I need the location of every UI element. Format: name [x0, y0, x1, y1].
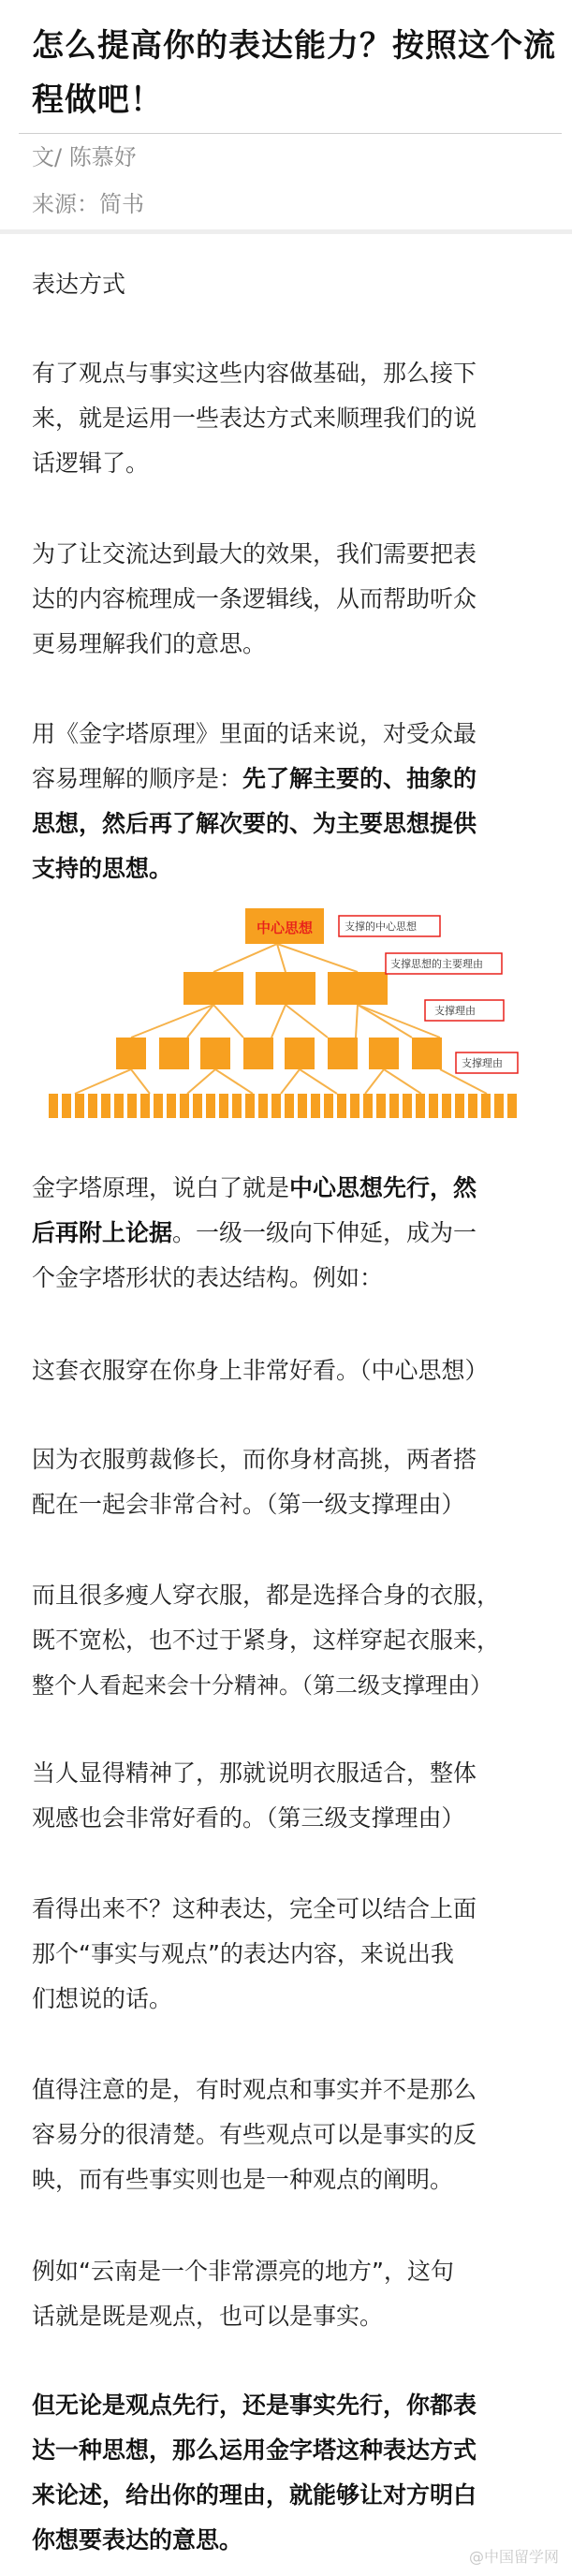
- paragraph: [32, 712, 556, 891]
- article-title: [32, 19, 556, 127]
- text-run: 。一级一级向下伸延，成为一: [172, 1219, 477, 1246]
- bold-text: 中心思想先行，然: [289, 1174, 477, 1201]
- text-line: 这套衣服穿在你身上非常好看。（中心思想）: [32, 1357, 489, 1384]
- source-line: 来源：简书: [32, 191, 144, 217]
- section-heading: 表达方式: [32, 271, 126, 298]
- text-line: 因为衣服剪裁修长，而你身材高挑，两者搭: [32, 1446, 477, 1473]
- pyramid-level3-box: [328, 1038, 358, 1069]
- pyramid-diagram: [0, 908, 572, 1133]
- callout-label: 支撑理由: [434, 1005, 476, 1017]
- bold-text: 支持的思想。: [32, 855, 173, 882]
- text-line: 而且很多瘦人穿衣服，都是选择合身的衣服，: [32, 1582, 501, 1609]
- text-line: 映，而有些事实则也是一种观点的阐明。: [32, 2166, 454, 2193]
- text-line: 观感也会非常好看的。（第三级支撑理由）: [32, 1804, 465, 1832]
- paragraph: [32, 351, 556, 486]
- text-line: 为了让交流达到最大的效果，我们需要把表: [32, 540, 477, 567]
- text-line: [32, 1211, 556, 1256]
- text-line: [32, 757, 556, 802]
- watermark: @中国留学网: [468, 2548, 559, 2566]
- text-line: [32, 2383, 556, 2428]
- text-line: [32, 846, 556, 891]
- text-line: [32, 1166, 556, 1211]
- bold-text: 思想，然后再了解次要的、为主要思想提供: [32, 810, 477, 837]
- pyramid-level3-box: [116, 1038, 146, 1069]
- text-line: 个金字塔形状的表达结构。例如：: [32, 1264, 384, 1291]
- text-run: 容易理解的顺序是：: [32, 765, 243, 792]
- pyramid-top-label: 中心思想: [256, 920, 314, 936]
- text-run: 金字塔原理，说白了就是: [32, 1174, 290, 1201]
- paragraph: [32, 1437, 556, 1527]
- paragraph: [32, 2068, 556, 2202]
- callout-label: 支撑的中心思想: [345, 920, 417, 933]
- text-line: 达的内容梳理成一条逻辑线，从而帮助听众: [32, 585, 477, 612]
- text-line: 来，就是运用一些表达方式来顺理我们的说: [32, 405, 477, 432]
- text-line: 有了观点与事实这些内容做基础，那么接下: [32, 360, 477, 387]
- text-line: 那个“事实与观点”的表达内容，来说出我: [32, 1940, 454, 1967]
- pyramid-level3-box: [159, 1038, 189, 1069]
- bold-text: 来论述，给出你的理由，就能够让对方明白: [32, 2481, 477, 2509]
- pyramid-level3-box: [412, 1038, 442, 1069]
- bold-text: 你想要表达的意思。: [32, 2526, 243, 2554]
- bold-text: 达一种思想，那么运用金字塔这种表达方式: [32, 2436, 477, 2464]
- paragraph: [32, 532, 556, 667]
- pyramid-level2-box: [183, 972, 243, 1005]
- paragraph: [32, 2383, 556, 2563]
- text-line: 整个人看起来会十分精神。（第二级支撑理由）: [32, 1672, 492, 1699]
- text-line: 更易理解我们的意思。: [32, 630, 267, 657]
- pyramid-level3-box: [200, 1038, 230, 1069]
- paragraph: [32, 1573, 556, 1708]
- text-line: 话就是既是观点，也可以是事实。: [32, 2303, 384, 2330]
- text-line: 值得注意的是，有时观点和事实并不是那么: [32, 2076, 477, 2103]
- pyramid-level2-box: [328, 972, 388, 1005]
- paragraph: [32, 2249, 556, 2339]
- pyramid-bottom-row: [49, 1094, 517, 1118]
- text-line: 配在一起会非常合衬。（第一级支撑理由）: [32, 1491, 465, 1518]
- paragraph: [32, 1887, 556, 2022]
- text-line: 们想说的话。: [32, 1985, 173, 2012]
- paragraph: [32, 1751, 556, 1841]
- text-line: 容易分的很清楚。有些观点可以是事实的反: [32, 2121, 477, 2148]
- callout-label: 支撑理由: [462, 1057, 503, 1069]
- text-line: 既不宽松，也不过于紧身，这样穿起衣服来，: [32, 1627, 501, 1654]
- text-line: [32, 2428, 556, 2473]
- text-line: 例如“云南是一个非常漂亮的地方”，这句: [32, 2258, 454, 2285]
- paragraph: [32, 1166, 556, 1301]
- text-line: [32, 2473, 556, 2518]
- divider: [0, 229, 572, 234]
- pyramid-level2-box: [256, 972, 315, 1005]
- divider: [19, 133, 562, 134]
- author-line: 文/ 陈慕妤: [32, 144, 137, 170]
- pyramid-level3-box: [285, 1038, 315, 1069]
- text-line: 用《金字塔原理》里面的话来说，对受众最: [32, 720, 477, 747]
- paragraph: [32, 1348, 556, 1393]
- title-line: 程做吧！: [32, 81, 163, 119]
- pyramid-level3-box: [243, 1038, 273, 1069]
- text-line: 看得出来不？这种表达，完全可以结合上面: [32, 1895, 477, 1922]
- text-line: 话逻辑了。: [32, 449, 150, 477]
- title-line: 怎么提高你的表达能力？按照这个流: [32, 27, 556, 65]
- text-line: 当人显得精神了，那就说明衣服适合，整体: [32, 1759, 477, 1787]
- bold-text: 先了解主要的、抽象的: [242, 765, 477, 792]
- pyramid-level3-box: [369, 1038, 399, 1069]
- bold-text: 但无论是观点先行，还是事实先行，你都表: [32, 2392, 477, 2419]
- callout-label: 支撑思想的主要理由: [390, 958, 483, 970]
- bold-text: 后再附上论据: [32, 1219, 173, 1246]
- text-line: [32, 802, 556, 846]
